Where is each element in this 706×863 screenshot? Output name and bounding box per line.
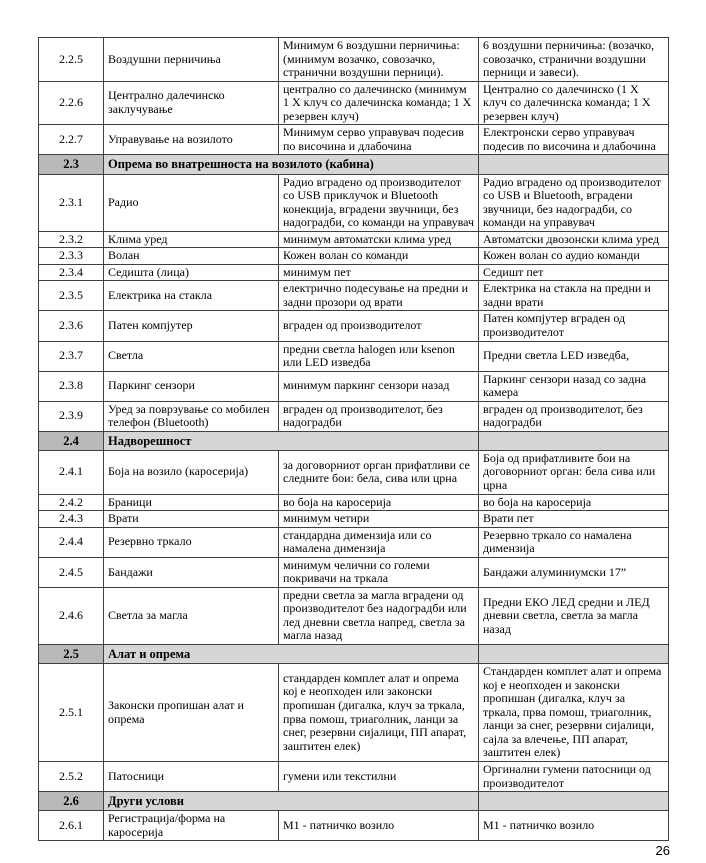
row-number-cell: 2.3.4 [39,264,104,281]
section-header-row [39,155,669,174]
offered-spec-cell: 6 воздушни перничиња: (возачко, совозачко, странични воздушни перници и завеси). [479,38,669,82]
item-name-cell: Регистрација/форма на каросерија [104,811,279,841]
offered-spec-cell: Оргинални гумени патосници од производителот [479,761,669,791]
item-name-cell: Браници [104,494,279,511]
table-row [39,811,669,841]
item-name-cell: Патосници [104,761,279,791]
spec-table-body [39,38,669,841]
offered-spec-cell: Предни светла LED изведба, [479,341,669,371]
row-number-cell: 2.3.9 [39,401,104,431]
table-row [39,371,669,401]
item-name-cell: Централно далечинско заклучување [104,81,279,125]
minimum-spec-cell: Минимум 6 воздушни перничиња: (минимум возачко, совозачко, странични воздушни перници). [279,38,479,82]
offered-spec-cell: Централно со далечинско (1 Х клуч со далечинска команда; 1 Х резервен клуч) [479,81,669,125]
minimum-spec-cell: вграден од производителот [279,311,479,341]
section-header-row [39,431,669,450]
table-row [39,401,669,431]
section-empty-cell [479,155,669,174]
section-number-cell: 2.3 [39,155,104,174]
vehicle-spec-table [38,37,669,841]
row-number-cell: 2.5.1 [39,664,104,762]
row-number-cell: 2.4.6 [39,587,104,644]
item-name-cell: Законски пропишан алат и опрема [104,664,279,762]
offered-spec-cell: Електрика на стакла на предни и задни врати [479,281,669,311]
section-title-cell: Опрема во внатрешноста на возилото (кабина) [104,155,479,174]
offered-spec-cell: М1 - патничко возило [479,811,669,841]
table-row [39,511,669,528]
section-title-cell: Други услови [104,792,479,811]
page-number: 26 [655,843,670,858]
item-name-cell: Бандажи [104,557,279,587]
item-name-cell: Светла [104,341,279,371]
row-number-cell: 2.3.7 [39,341,104,371]
section-empty-cell [479,645,669,664]
table-row [39,587,669,644]
minimum-spec-cell: централно со далечинско (минимум 1 Х клуч со далечинска команда; 1 Х резервен клуч) [279,81,479,125]
minimum-spec-cell: минимум пет [279,264,479,281]
table-row [39,341,669,371]
section-number-cell: 2.5 [39,645,104,664]
minimum-spec-cell: за договорниот орган прифатливи се следните бои: бела, сива или црна [279,450,479,494]
section-number-cell: 2.6 [39,792,104,811]
section-title-cell: Надворешност [104,431,479,450]
section-empty-cell [479,792,669,811]
table-row [39,231,669,248]
minimum-spec-cell: минимум челични со големи покривачи на тркала [279,557,479,587]
item-name-cell: Воздушни перничиња [104,38,279,82]
row-number-cell: 2.4.4 [39,527,104,557]
offered-spec-cell: Автоматски двозонски клима уред [479,231,669,248]
row-number-cell: 2.2.6 [39,81,104,125]
item-name-cell: Управување на возилото [104,125,279,155]
row-number-cell: 2.6.1 [39,811,104,841]
item-name-cell: Клима уред [104,231,279,248]
table-row [39,450,669,494]
offered-spec-cell: Паркинг сензори назад со задна камера [479,371,669,401]
row-number-cell: 2.3.1 [39,174,104,231]
table-row [39,174,669,231]
minimum-spec-cell: минимум автоматски клима уред [279,231,479,248]
row-number-cell: 2.4.5 [39,557,104,587]
section-title-cell: Алат и опрема [104,645,479,664]
minimum-spec-cell: стандарден комплет алат и опрема кој е неопходен или законски пропишан (дигалка, клуч за тркала, прва помош, триаголник, ланци за снег, резервни сијалици, ПП апарат, заштитен елек) [279,664,479,762]
offered-spec-cell: Седишт пет [479,264,669,281]
row-number-cell: 2.3.6 [39,311,104,341]
row-number-cell: 2.5.2 [39,761,104,791]
section-empty-cell [479,431,669,450]
item-name-cell: Резервно тркало [104,527,279,557]
offered-spec-cell: Бандажи алуминиумски 17” [479,557,669,587]
offered-spec-cell: Резервно тркало со намалена димензија [479,527,669,557]
table-row [39,311,669,341]
minimum-spec-cell: Радио вградено од производителот со USB приклучок и Bluetooth конекција, вградени звучници, без надоградби, со команди на управувач [279,174,479,231]
table-row [39,527,669,557]
minimum-spec-cell: во боја на каросерија [279,494,479,511]
table-row [39,125,669,155]
row-number-cell: 2.3.3 [39,248,104,265]
offered-spec-cell: Стандарден комплет алат и опрема кој е неопходен и законски пропишан (дигалка, клуч за тркала, прва помош, триаголник, ланци за снег, резервни сијалици, сајла за влечење, ПП апарат, заштитен елек) [479,664,669,762]
minimum-spec-cell: М1 - патничко возило [279,811,479,841]
table-row [39,264,669,281]
row-number-cell: 2.4.1 [39,450,104,494]
minimum-spec-cell: електрично подесување на предни и задни прозори од врати [279,281,479,311]
item-name-cell: Електрика на стакла [104,281,279,311]
row-number-cell: 2.3.2 [39,231,104,248]
offered-spec-cell: Електронски серво управувач подесив по височина и длабочина [479,125,669,155]
item-name-cell: Волан [104,248,279,265]
table-row [39,494,669,511]
row-number-cell: 2.2.5 [39,38,104,82]
row-number-cell: 2.4.3 [39,511,104,528]
item-name-cell: Уред за поврзување со мобилен телефон (Bluetooth) [104,401,279,431]
row-number-cell: 2.3.5 [39,281,104,311]
minimum-spec-cell: Кожен волан со команди [279,248,479,265]
row-number-cell: 2.2.7 [39,125,104,155]
minimum-spec-cell: гумени или текстилни [279,761,479,791]
row-number-cell: 2.3.8 [39,371,104,401]
offered-spec-cell: во боја на каросерија [479,494,669,511]
offered-spec-cell: Боја од прифатливите бои на договорниот орган: бела сива или црна [479,450,669,494]
minimum-spec-cell: минимум паркинг сензори назад [279,371,479,401]
minimum-spec-cell: Минимум серво управувач подесив по височина и длабочина [279,125,479,155]
offered-spec-cell: Предни ЕКО ЛЕД средни и ЛЕД дневни светла, светла за магла назад [479,587,669,644]
item-name-cell: Седишта (лица) [104,264,279,281]
item-name-cell: Светла за магла [104,587,279,644]
table-row [39,664,669,762]
item-name-cell: Радио [104,174,279,231]
table-row [39,81,669,125]
minimum-spec-cell: предни светла за магла вградени од производителот без надоградби или лед дневни светла напред, светла за магла назад [279,587,479,644]
section-header-row [39,792,669,811]
offered-spec-cell: Врати пет [479,511,669,528]
offered-spec-cell: Кожен волан со аудио команди [479,248,669,265]
minimum-spec-cell: минимум четири [279,511,479,528]
row-number-cell: 2.4.2 [39,494,104,511]
offered-spec-cell: вграден од производителот, без надоградби [479,401,669,431]
table-row [39,761,669,791]
table-row [39,38,669,82]
item-name-cell: Боја на возило (каросерија) [104,450,279,494]
section-header-row [39,645,669,664]
table-row [39,248,669,265]
item-name-cell: Паркинг сензори [104,371,279,401]
table-row [39,557,669,587]
item-name-cell: Патен компјутер [104,311,279,341]
minimum-spec-cell: предни светла halogen или ksenon или LED изведба [279,341,479,371]
minimum-spec-cell: стандардна димензија или со намалена димензија [279,527,479,557]
minimum-spec-cell: вграден од производителот, без надоградби [279,401,479,431]
section-number-cell: 2.4 [39,431,104,450]
item-name-cell: Врати [104,511,279,528]
offered-spec-cell: Патен компјутер вграден од производителот [479,311,669,341]
offered-spec-cell: Радио вградено од производителот со USB и Bluetooth, вградени звучници, без надоградби, со команди на управувач [479,174,669,231]
table-row [39,281,669,311]
